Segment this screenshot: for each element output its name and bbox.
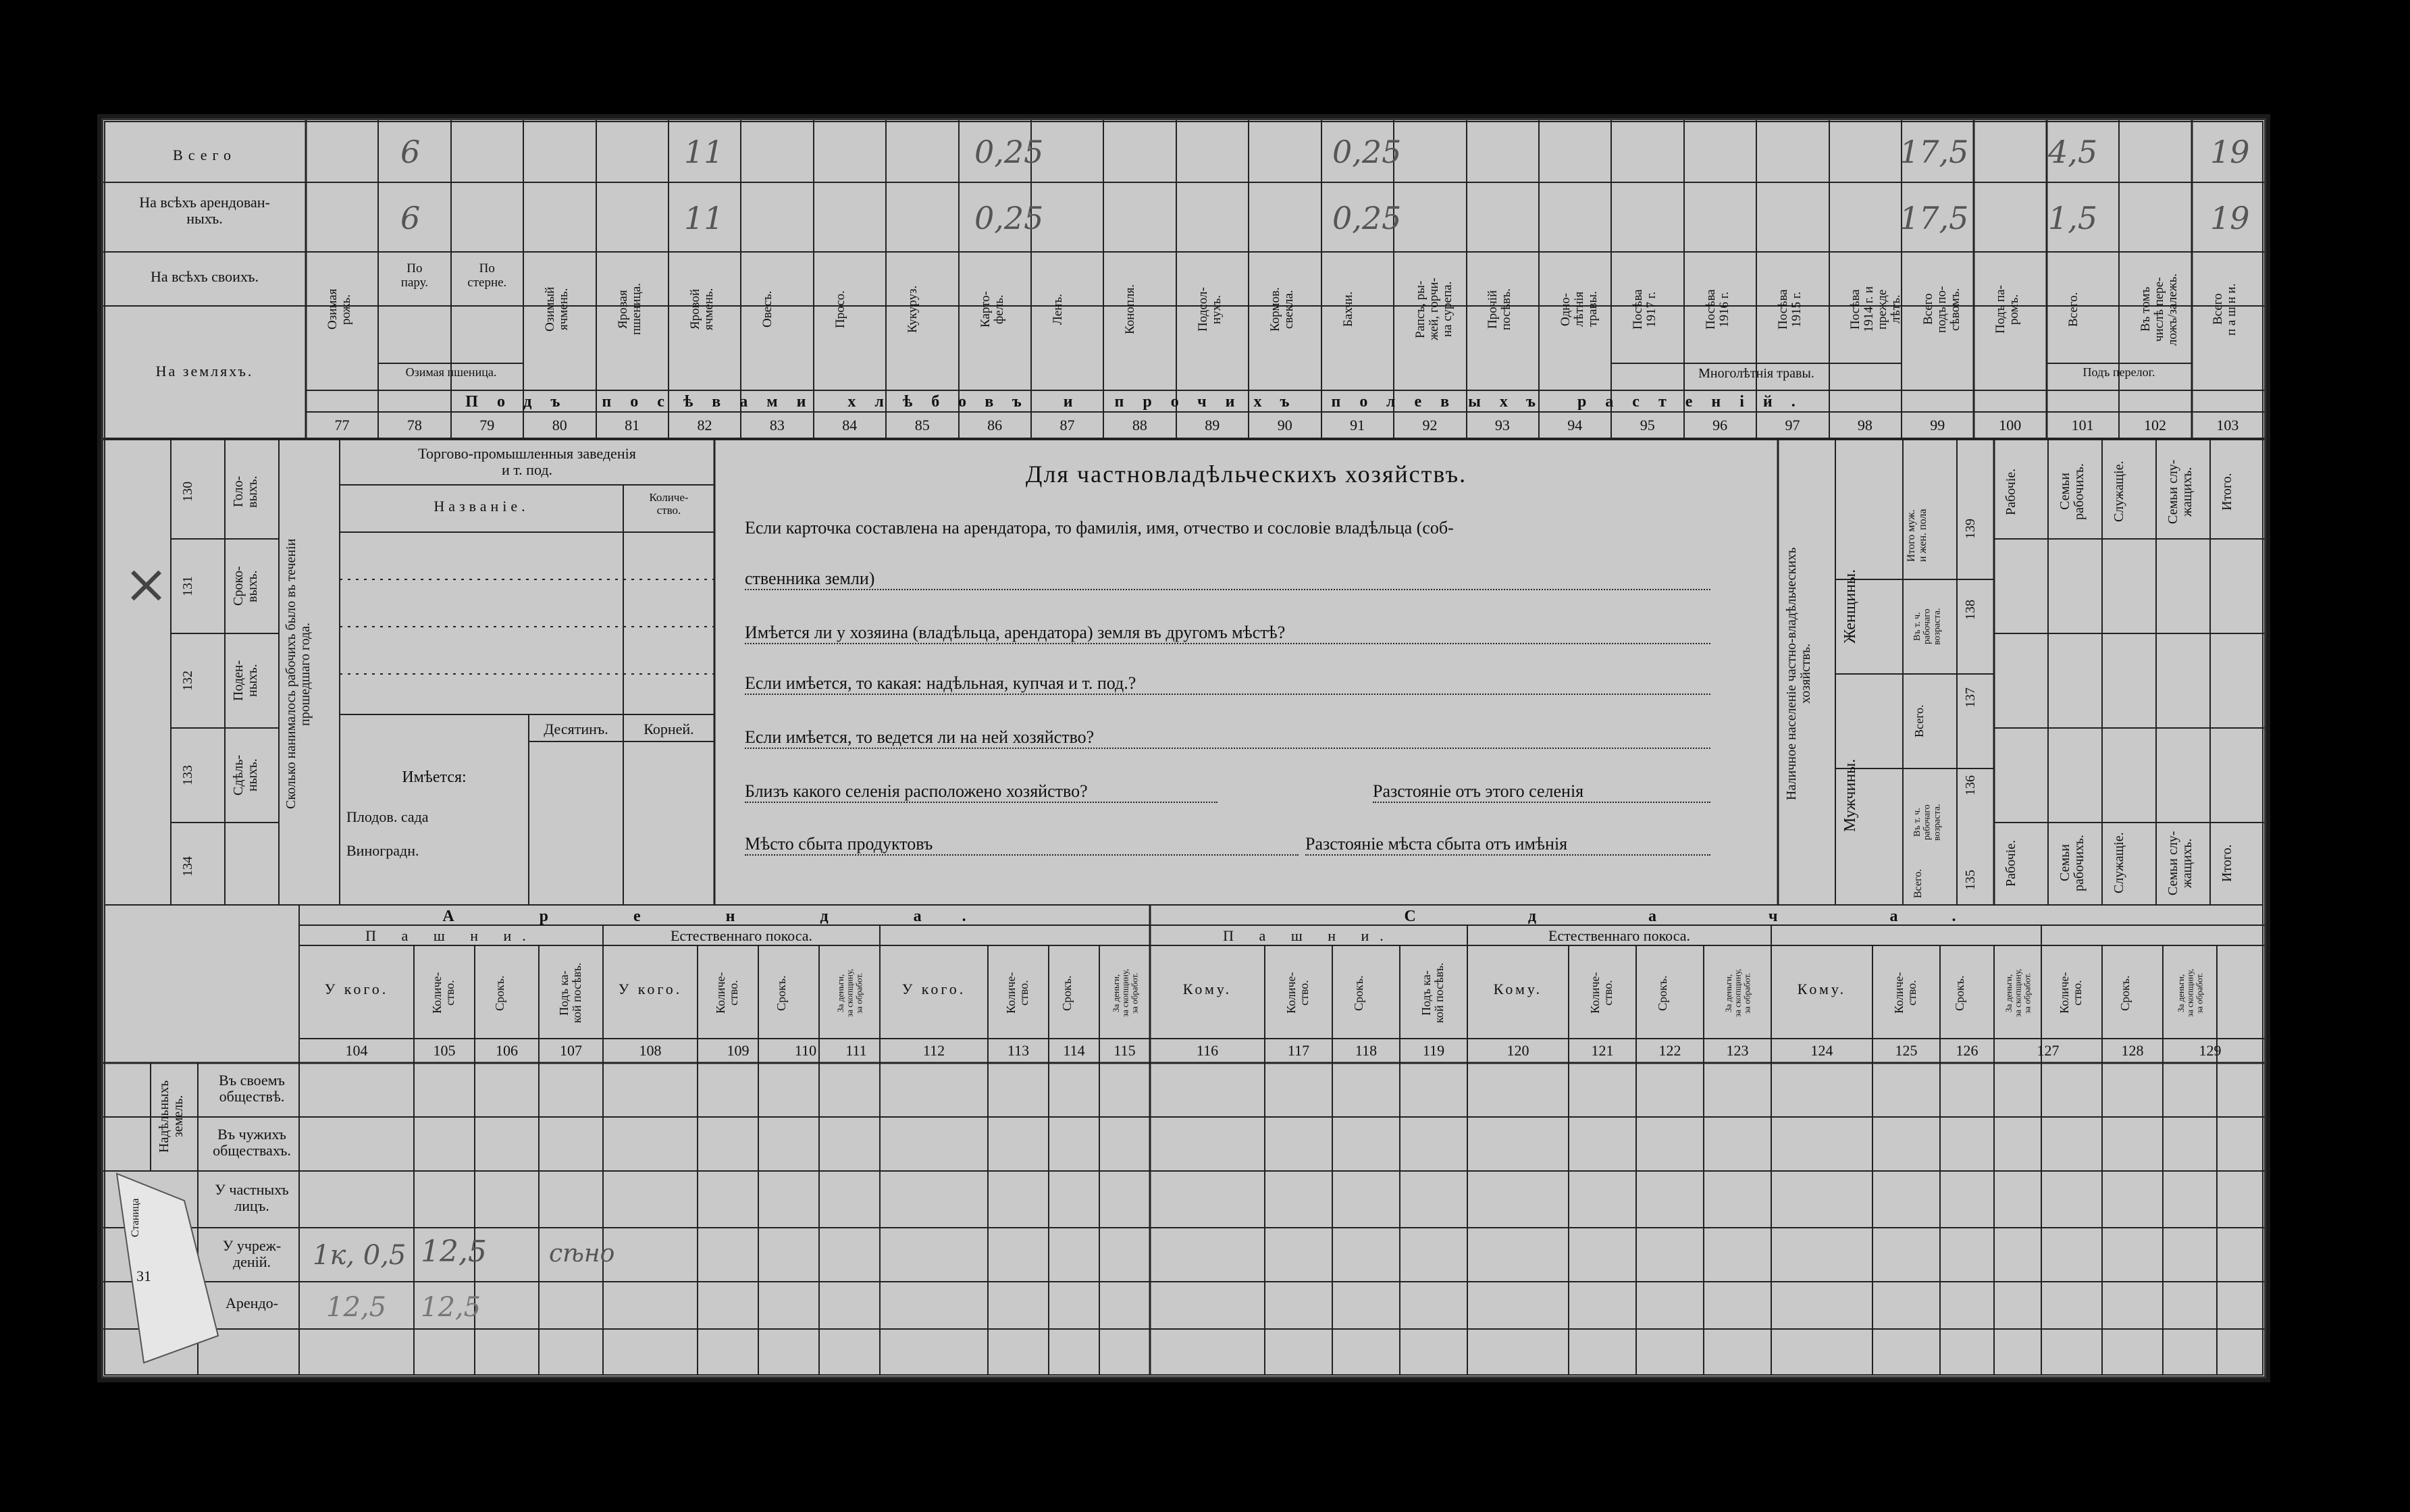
bottom-col-num-114: 114: [1063, 1042, 1085, 1059]
arenda-pashni-label: П а ш н и.: [365, 927, 537, 944]
hw-row4-a: 1к, 0,5: [313, 1240, 407, 1271]
hw-arend-99: 17,5: [1900, 200, 1969, 236]
crop-header-85: Кукуруз.: [906, 285, 920, 334]
row-label-zemlyakh: На земляхъ.: [155, 363, 254, 380]
bottom-col-num-104: 104: [345, 1042, 368, 1059]
bottom-col-num-111: 111: [845, 1042, 867, 1059]
bottom-col-num-115: 115: [1114, 1042, 1136, 1059]
bottom-header-4: У кого.: [618, 981, 683, 997]
bottom-header-11: За деньги, за скопщину, за обработ.: [1110, 968, 1139, 1018]
q2: Имѣется ли у хозяина (владѣльца, арендатора) земля въ другомъ мѣстѣ?: [745, 623, 1710, 644]
col-num-77: 77: [334, 417, 350, 434]
bottom-header-13: Количе- ство.: [1284, 972, 1311, 1014]
sdacha-pokosa-label: Естественнаго покоса.: [1548, 927, 1690, 944]
hw-arend-91: 0,25: [1332, 200, 1402, 236]
crop-header-103: Всего п а ш н и.: [2211, 283, 2239, 336]
private-title: Для частновладѣльческихъ хозяйствъ.: [1025, 461, 1467, 488]
hw-vsego-82: 11: [684, 134, 724, 170]
q6b: Разстояніе мѣста сбыта отъ имѣнія: [1305, 835, 1710, 856]
hw-row5-b: 12,5: [421, 1292, 481, 1323]
crop-header-81: Яровая пшеница.: [615, 283, 644, 336]
stub-number: 31: [136, 1268, 151, 1284]
crop-header-101: Всего.: [2066, 292, 2080, 327]
col-num-92: 92: [1422, 417, 1438, 434]
mnogoletnie-label: Многолѣтнія травы.: [1698, 366, 1814, 381]
women-vsego-label: Всего.: [1912, 704, 1926, 738]
row-arendo: Арендо-: [226, 1295, 278, 1311]
num-130: 130: [180, 481, 195, 502]
hw-arend-103: 19: [2210, 200, 2250, 236]
stub-label: Станица: [130, 1198, 141, 1237]
col-num-91: 91: [1350, 417, 1365, 434]
bottom-col-num-109: 109: [727, 1042, 750, 1059]
hw-vsego-86: 0,25: [974, 134, 1044, 170]
bottom-col-num-122: 122: [1658, 1042, 1681, 1059]
sdacha-pashni-label: П а ш н и.: [1223, 927, 1394, 944]
bottom-col-num-110: 110: [794, 1042, 817, 1059]
col-num-96: 96: [1712, 417, 1728, 434]
pop-col-sluzh: Служащіе.: [2112, 461, 2126, 523]
bottom-col-num-125: 125: [1895, 1042, 1918, 1059]
crop-header-99: Всего подъ по- сѣвомъ.: [1920, 286, 1962, 333]
q5b: Разстояніе отъ этого селенія: [1373, 782, 1710, 803]
bottom-header-16: Кому.: [1493, 981, 1543, 997]
bottom-col-num-108: 108: [639, 1042, 662, 1059]
crop-header-98: Посѣва 1914 г. и преждe лѣтъ.: [1848, 286, 1904, 333]
x-mark: ×: [124, 552, 169, 615]
bottom-col-num-127: 127: [2037, 1042, 2060, 1059]
q4: Если имѣется, то ведется ли на ней хозяйство?: [745, 728, 1710, 749]
num-132: 132: [180, 671, 195, 691]
bottom-col-num-105: 105: [433, 1042, 456, 1059]
col-num-95: 95: [1640, 417, 1655, 434]
label-sdelnykh: Сдѣль- ныхъ.: [231, 754, 260, 796]
hw-arend-82: 11: [684, 200, 724, 236]
bottom-col-num-106: 106: [496, 1042, 518, 1059]
hw-row4-b: 12,5: [421, 1234, 487, 1269]
hw-arend-86: 0,25: [974, 200, 1044, 236]
num-133: 133: [180, 765, 195, 785]
crop-header-94: Одно- лѣтнія травы.: [1558, 291, 1600, 328]
bottom-col-num-118: 118: [1355, 1042, 1378, 1059]
itogo-label: Итого муж. и жен. пола: [1906, 509, 1929, 563]
bottom-header-9: Количе- ство.: [1004, 972, 1030, 1014]
num-138: 138: [1963, 600, 1978, 620]
bottom-col-num-129: 129: [2199, 1042, 2222, 1059]
hw-arend-101: 1,5: [2048, 200, 2098, 236]
num-135: 135: [1963, 870, 1978, 890]
q6: Мѣсто сбыта продуктовъ: [745, 835, 1299, 856]
col-num-101: 101: [2071, 417, 2094, 434]
census-card: [101, 118, 2266, 1378]
crop-header-78: По пару.: [400, 261, 428, 290]
sdacha-title: С д а ч а.: [1404, 908, 2010, 925]
crop-header-100: Подъ па- ромъ.: [1993, 285, 2022, 334]
arenda-title: А р е н д а.: [442, 908, 1007, 925]
hw-arend-78: 6: [400, 200, 421, 236]
pop-col-rabochie: Рабочіе.: [2003, 468, 2018, 515]
crop-header-82: Яровой ячмень.: [688, 288, 716, 331]
col-num-89: 89: [1205, 417, 1220, 434]
col-num-87: 87: [1059, 417, 1075, 434]
bottom-header-1: Количе- ство.: [430, 972, 456, 1014]
row-label-vsego: Всего: [173, 147, 236, 163]
kolichestvo-label: Количе- ство.: [649, 491, 689, 517]
bottom-header-2: Срокъ.: [492, 975, 506, 1011]
col-num-93: 93: [1494, 417, 1510, 434]
crop-header-79: По стерне.: [467, 261, 507, 290]
bottom-col-num-126: 126: [1956, 1042, 1979, 1059]
pop-col-itogo-bottom: Итого.: [2220, 844, 2234, 882]
col-num-84: 84: [842, 417, 858, 434]
arenda-pokosa-label: Естественнаго покоса.: [670, 927, 812, 944]
bottom-col-num-119: 119: [1422, 1042, 1445, 1059]
col-num-81: 81: [625, 417, 640, 434]
crop-header-80: Озимый ячмень.: [543, 286, 571, 332]
col-num-99: 99: [1930, 417, 1945, 434]
crop-header-87: Ленъ.: [1051, 294, 1065, 325]
hw-vsego-91: 0,25: [1332, 134, 1402, 170]
num-136: 136: [1963, 775, 1978, 796]
crop-header-93: Прочій посѣвъ.: [1486, 288, 1514, 330]
women-vtch-label: Въ т. ч. рабочаго возраста.: [1912, 608, 1943, 646]
crop-header-84: Просо.: [833, 290, 847, 328]
women-label: Женщины.: [1841, 569, 1859, 644]
bottom-header-22: Срокъ.: [1953, 975, 1966, 1011]
bottom-col-num-113: 113: [1007, 1042, 1030, 1059]
col-num-79: 79: [479, 417, 495, 434]
kornei-label: Корней.: [644, 721, 694, 737]
crop-header-86: Карто- фель.: [978, 291, 1006, 328]
col-num-97: 97: [1785, 417, 1800, 434]
label-srokovykh: Сроко- выхъ.: [231, 566, 260, 606]
crop-header-89: Подсол- нухъ.: [1195, 287, 1224, 332]
pop-col-semi-sluzh-bottom: Семьи слу- жащихъ.: [2166, 831, 2195, 895]
bottom-col-num-112: 112: [922, 1042, 945, 1059]
col-num-103: 103: [2216, 417, 2239, 434]
bottom-header-8: У кого.: [901, 981, 966, 997]
label-podennykh: Поден- ныхъ.: [231, 660, 260, 702]
q1: Если карточка составлена на арендатора, то фамилія, имя, отчество и сословіе владѣльца (соб-: [745, 518, 1454, 538]
row-chastnykh-lits: У частныхъ лицъ.: [215, 1181, 289, 1215]
row-label-arend: На всѣхъ арендован- ныхъ.: [139, 194, 270, 228]
num-139: 139: [1963, 519, 1978, 539]
bottom-col-num-116: 116: [1196, 1042, 1219, 1059]
bottom-col-num-120: 120: [1507, 1042, 1529, 1059]
col-num-83: 83: [769, 417, 785, 434]
bottom-header-7: За деньги, за скопщину, за обработ.: [835, 968, 864, 1018]
bottom-col-num-124: 124: [1810, 1042, 1833, 1059]
row-svoem-obshchestve: Въ своемъ обществѣ.: [219, 1072, 285, 1105]
desyatin-label: Десятинъ.: [544, 721, 608, 737]
bottom-header-14: Срокъ.: [1352, 975, 1365, 1011]
nazvanie-label: Названіе.: [434, 498, 529, 515]
imeetsya-label: Имѣется:: [402, 768, 467, 786]
bottom-header-19: За деньги, за скопщину, за обработ.: [1723, 968, 1752, 1018]
bottom-header-0: У кого.: [324, 981, 389, 997]
bottom-col-num-107: 107: [560, 1042, 582, 1059]
crop-header-88: Конопля.: [1123, 284, 1138, 335]
trade-title: Торгово-промышленныя заведенія и т. под.: [418, 445, 636, 479]
men-vtch-label: Въ т. ч. рабочаго возраста.: [1912, 804, 1943, 841]
bottom-col-num-117: 117: [1287, 1042, 1310, 1059]
row-label-svoikh: На всѣхъ своихъ.: [151, 268, 259, 285]
col-num-94: 94: [1567, 417, 1583, 434]
men-vsego-label: Всего.: [1912, 868, 1924, 898]
nadelnykh-zemel-label: Надѣльныхъ земель.: [157, 1080, 186, 1153]
crop-header-96: Посѣва 1916 г.: [1703, 289, 1731, 330]
crop-header-90: Кормов. свекла.: [1268, 287, 1296, 332]
col-num-102: 102: [2144, 417, 2166, 434]
pop-col-rabochie-bottom: Рабочіе.: [2003, 839, 2018, 887]
q1b: ственника земли): [745, 569, 1710, 590]
q3: Если имѣется, то какая: надѣльная, купчая и т. под.?: [745, 674, 1710, 695]
crop-header-95: Посѣва 1917 г.: [1631, 289, 1659, 330]
bottom-col-num-123: 123: [1726, 1042, 1749, 1059]
hired-workers-title: Сколько нанималось рабочихъ было въ теченіи прошедшаго года.: [284, 538, 313, 810]
bottom-header-20: Кому.: [1797, 981, 1847, 997]
col-num-100: 100: [1999, 417, 2022, 434]
col-num-86: 86: [987, 417, 1003, 434]
col-num-98: 98: [1857, 417, 1872, 434]
col-num-80: 80: [552, 417, 567, 434]
pod-perelog-label: Подъ перелог.: [2082, 365, 2155, 379]
crop-header-77: Озимая рожь.: [325, 288, 353, 330]
pop-col-semi-rab-bottom: Семьи рабочихъ.: [2058, 835, 2087, 891]
pop-col-semi-sluzh: Семьи слу- жащихъ.: [2166, 459, 2195, 524]
crop-header-97: Посѣва 1915 г.: [1776, 289, 1804, 330]
bottom-col-num-128: 128: [2121, 1042, 2144, 1059]
crop-header-83: Овесъ.: [760, 290, 775, 328]
bottom-col-num-121: 121: [1591, 1042, 1614, 1059]
col-num-82: 82: [697, 417, 712, 434]
bottom-header-15: Подъ ка- кой посѣвъ.: [1419, 962, 1446, 1024]
col-num-90: 90: [1277, 417, 1292, 434]
pop-col-sluzh-bottom: Служащіе.: [2112, 832, 2126, 894]
row-uchrezhdenii: У учреж- деній.: [222, 1237, 282, 1271]
bottom-header-5: Количе- ство.: [714, 972, 740, 1014]
bottom-header-23: За деньги, за скопщину, за обработ.: [2003, 968, 2033, 1018]
num-131: 131: [180, 576, 195, 596]
num-137: 137: [1963, 687, 1978, 708]
ozimaya-pshenitsa-label: Озимая пшеница.: [405, 365, 497, 379]
bottom-header-10: Срокъ.: [1059, 975, 1074, 1011]
hw-vsego-101: 4,5: [2048, 134, 2098, 170]
col-num-78: 78: [407, 417, 422, 434]
crop-header-102: Въ томъ числѣ пере- ложъ/залежь.: [2139, 273, 2180, 346]
crop-header-92: Рапсъ, ры- жей, горчи- на сурепа.: [1413, 278, 1455, 341]
bottom-header-25: Срокъ.: [2118, 975, 2132, 1011]
col-num-85: 85: [914, 417, 930, 434]
bottom-header-26: За деньги, за скопщину, за обработ.: [2176, 968, 2205, 1018]
population-title: Наличное населеніе частно-владѣльческихъ хозяйствъ.: [1784, 547, 1813, 801]
row-chuzhikh-obshchestvakh: Въ чужихъ обществахъ.: [213, 1126, 291, 1159]
bottom-header-24: Количе- ство.: [2058, 972, 2084, 1014]
vinograd-label: Виноградн.: [346, 842, 419, 859]
hw-row5-a: 12,5: [326, 1292, 387, 1323]
hw-vsego-78: 6: [400, 134, 421, 170]
pop-col-itogo: Итого.: [2220, 473, 2234, 511]
col-num-88: 88: [1132, 417, 1147, 434]
bottom-header-21: Количе- ство.: [1892, 972, 1918, 1014]
pop-col-semi-rab: Семьи рабочихъ.: [2058, 463, 2087, 520]
bottom-header-12: Кому.: [1182, 981, 1232, 997]
bottom-header-18: Срокъ.: [1656, 975, 1669, 1011]
men-label: Мужчины.: [1841, 758, 1859, 833]
hw-vsego-99: 17,5: [1900, 134, 1969, 170]
bottom-header-6: Срокъ.: [775, 975, 788, 1011]
hw-row4-c: сѣно: [549, 1240, 615, 1268]
plodov-sada-label: Плодов. сада: [346, 808, 429, 825]
hw-vsego-103: 19: [2210, 134, 2250, 170]
q5: Близъ какого селенія расположено хозяйство?: [745, 782, 1217, 803]
bottom-header-3: Подъ ка- кой посѣвъ.: [556, 962, 583, 1024]
bottom-header-17: Количе- ство.: [1588, 972, 1615, 1014]
label-golovykh: Голо- выхъ.: [231, 475, 260, 508]
posev-banner: Подъ посѣвами хлѣбовъ и прочихъ полевыхъ растеній.: [465, 393, 1814, 411]
num-134: 134: [180, 856, 195, 877]
crop-header-91: Бахчи.: [1340, 291, 1355, 328]
